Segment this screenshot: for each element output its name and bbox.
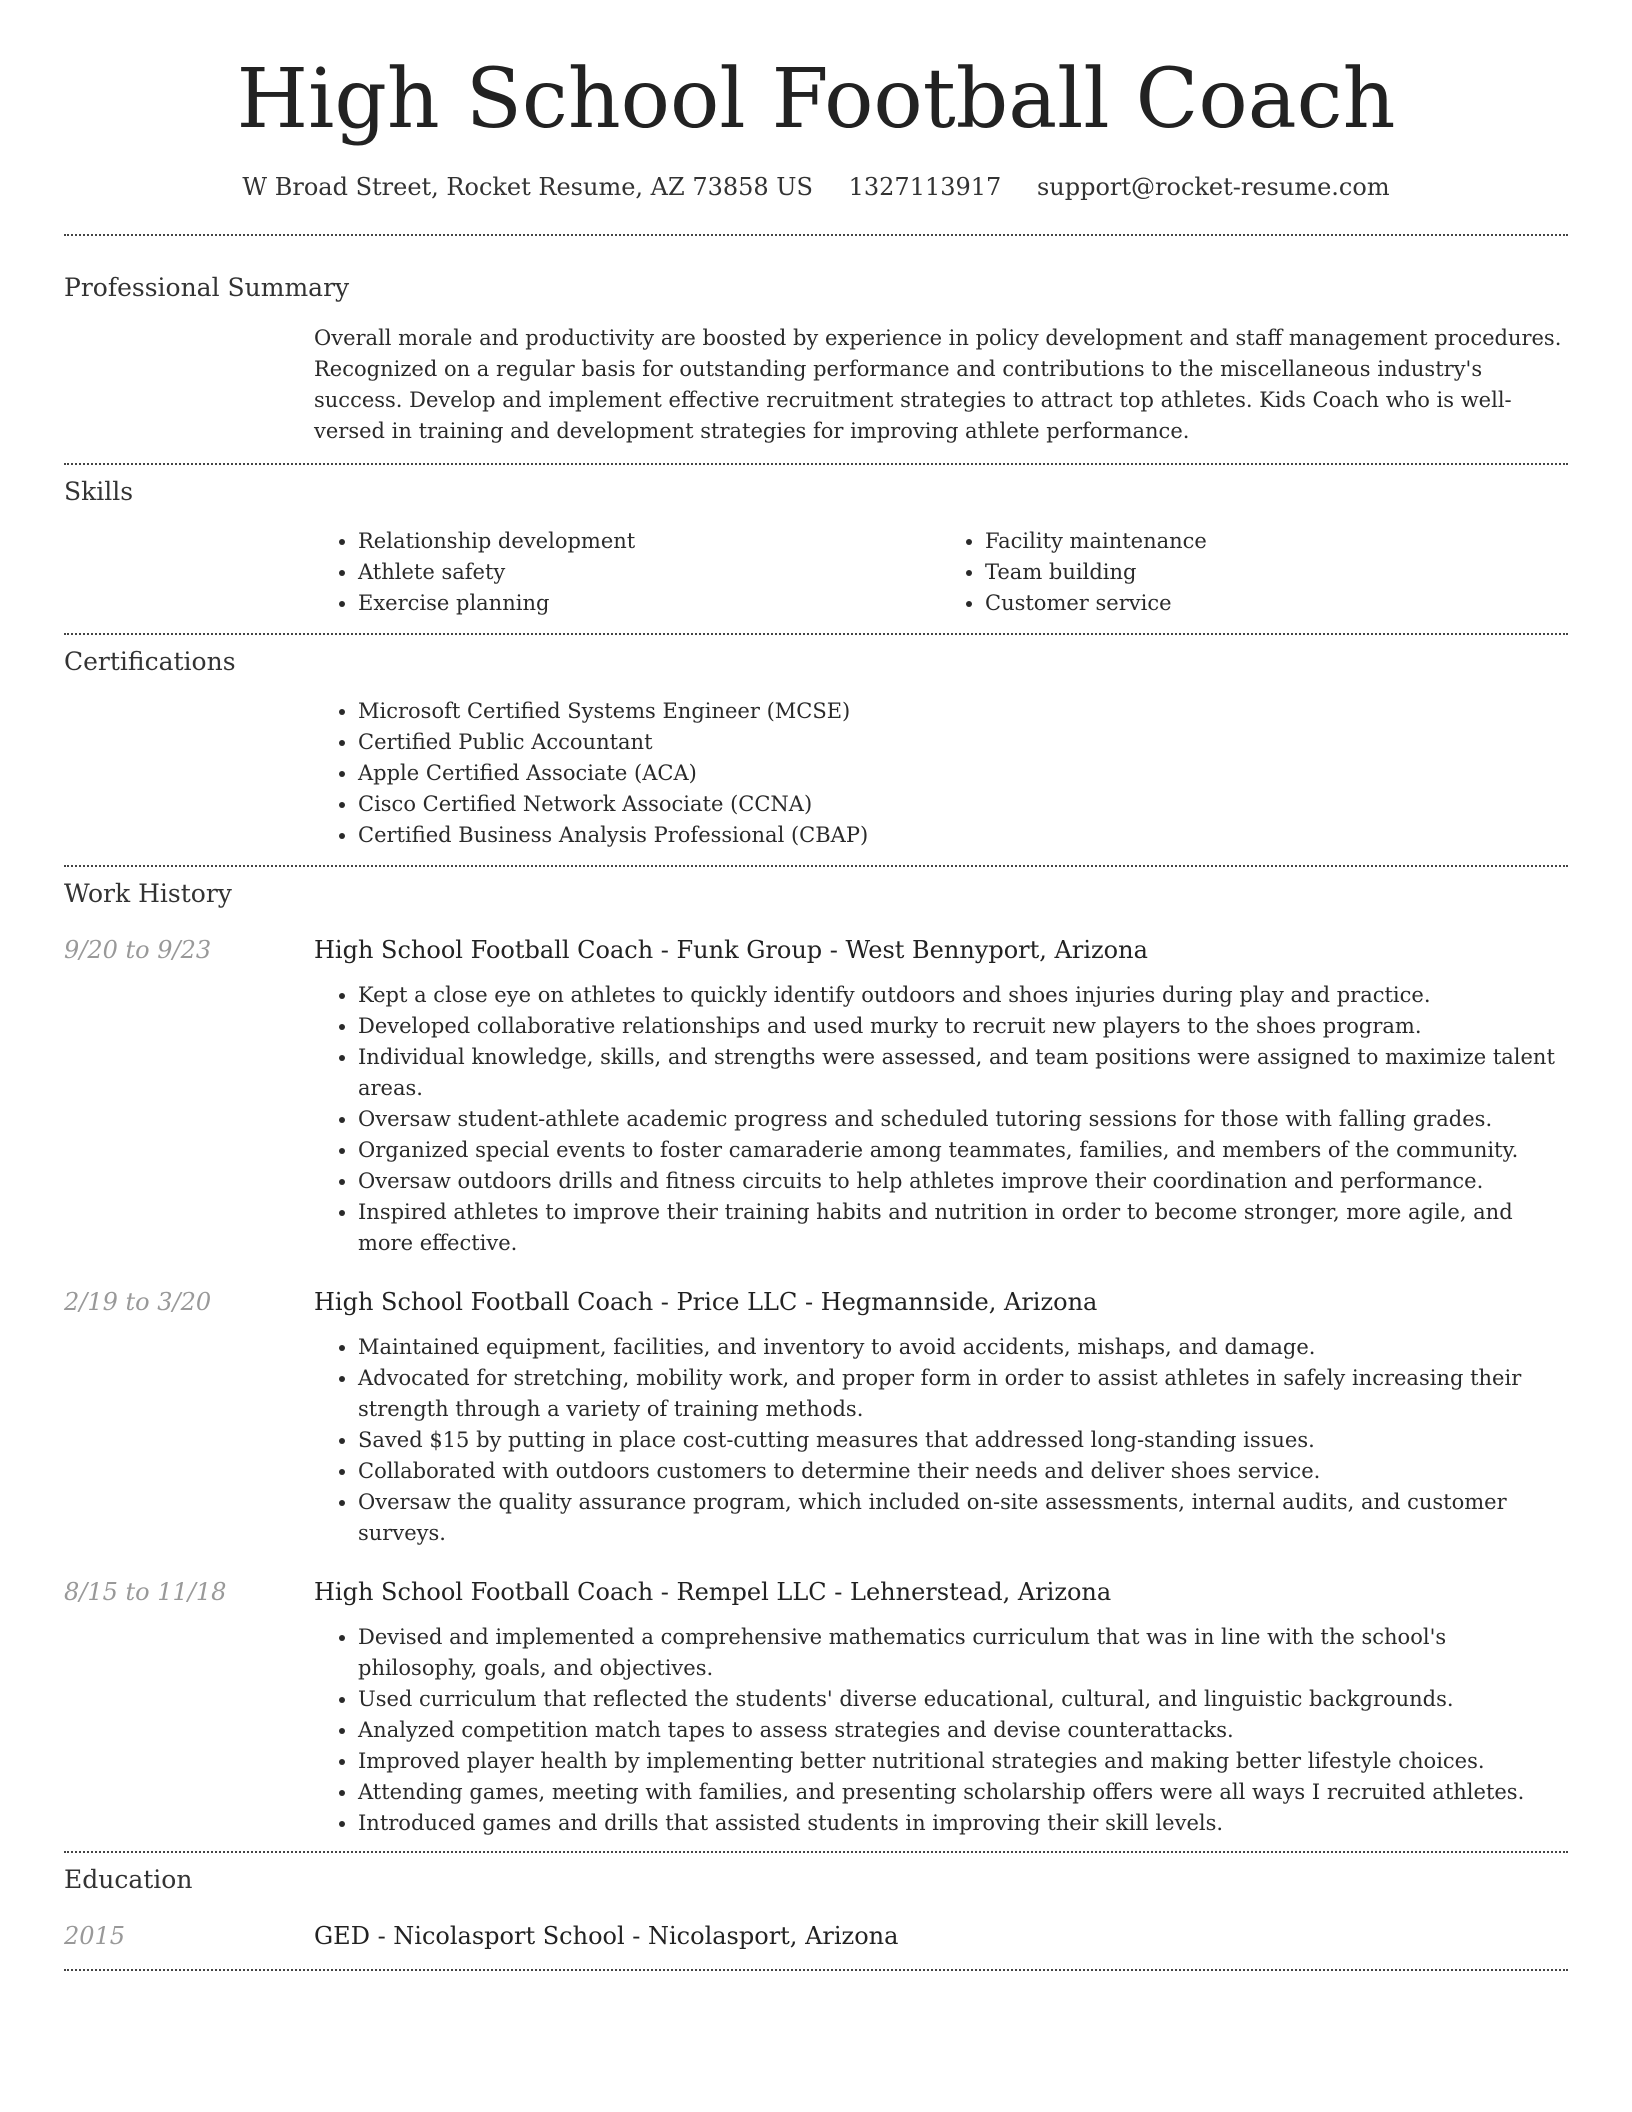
certification-item: • Apple Certified Associate (ACA)	[358, 758, 1568, 789]
job-bullet: • Organized special events to foster camaraderie among teammates, families, and members of the community.	[358, 1135, 1568, 1166]
job-entry	[64, 1575, 1568, 1839]
education-year: 2015	[64, 1922, 126, 1950]
contact-line	[64, 170, 1568, 204]
job-bullet: • Inspired athletes to improve their training habits and nutrition in order to become stronger, more agile, and more effective.	[358, 1197, 1568, 1259]
job-header	[64, 933, 1568, 967]
skills-section	[64, 465, 1568, 619]
job-header	[64, 1285, 1568, 1319]
skills-grid	[314, 526, 1568, 619]
work-history-section	[64, 867, 1568, 1839]
job-dates: 8/15 to 11/18	[64, 1578, 227, 1606]
work-history-heading: Work History	[64, 879, 232, 908]
skill-item: • Relationship development	[358, 526, 941, 557]
job-bullet: • Individual knowledge, skills, and strengths were assessed, and team positions were assigned to maximize talent areas.	[358, 1042, 1568, 1104]
education-section	[64, 1853, 1568, 1953]
skills-heading: Skills	[64, 477, 134, 506]
skill-item: • Facility maintenance	[985, 526, 1568, 557]
job-dates: 2/19 to 3/20	[64, 1288, 212, 1316]
summary-heading: Professional Summary	[64, 273, 350, 302]
job-bullet: • Analyzed competition match tapes to assess strategies and devise counterattacks.	[358, 1715, 1568, 1746]
job-bullets	[314, 1622, 1568, 1839]
contact-email: support@rocket-resume.com	[1036, 173, 1390, 201]
job-bullet: • Devised and implemented a comprehensive mathematics curriculum that was in line with the school's philosophy, goals, and objectives.	[358, 1622, 1568, 1684]
job-dates: 9/20 to 9/23	[64, 936, 212, 964]
job-bullet: • Improved player health by implementing better nutritional strategies and making better lifestyle choices.	[358, 1746, 1568, 1777]
job-header	[64, 1575, 1568, 1609]
resume-name: High School Football Coach	[236, 52, 1396, 147]
certification-item: • Certified Public Accountant	[358, 727, 1568, 758]
job-bullets	[314, 980, 1568, 1259]
certifications-section	[64, 635, 1568, 851]
skill-item: • Athlete safety	[358, 557, 941, 588]
summary-text: Overall morale and productivity are boosted by experience in policy development and staff management procedures. Recognized on a regular basis for outstanding performance and contributions to the miscellaneous industry's success. Develop and implement effective recruitment strategies to attract top athletes. Kids Coach who is well-versed in training and development strategies for improving athlete performance.	[314, 326, 1562, 443]
job-bullet: • Used curriculum that reflected the students' diverse educational, cultural, and linguistic backgrounds.	[358, 1684, 1568, 1715]
education-entry	[64, 1919, 1568, 1953]
contact-address: W Broad Street, Rocket Resume, AZ 73858 US	[242, 173, 813, 201]
job-bullet: • Introduced games and drills that assisted students in improving their skill levels.	[358, 1808, 1568, 1839]
job-bullet: • Kept a close eye on athletes to quickly identify outdoors and shoes injuries during play and practice.	[358, 980, 1568, 1011]
job-title: High School Football Coach - Price LLC - Hegmannside, Arizona	[314, 1288, 1098, 1316]
education-heading: Education	[64, 1865, 193, 1894]
certification-item: • Certified Business Analysis Professional (CBAP)	[358, 820, 1568, 851]
certifications-heading: Certifications	[64, 647, 236, 676]
skill-item: • Customer service	[985, 588, 1568, 619]
job-entry	[64, 1285, 1568, 1549]
job-bullet: • Collaborated with outdoors customers to determine their needs and deliver shoes service.	[358, 1456, 1568, 1487]
job-bullet: • Attending games, meeting with families, and presenting scholarship offers were all ways I recruited athletes.	[358, 1777, 1568, 1808]
job-title: High School Football Coach - Rempel LLC - Lehnerstead, Arizona	[314, 1578, 1112, 1606]
contact-phone: 1327113917	[848, 173, 1002, 201]
education-header	[64, 1919, 1568, 1953]
certifications-list	[314, 696, 1568, 851]
job-bullet: • Oversaw the quality assurance program, which included on-site assessments, internal audits, and customer surveys.	[358, 1487, 1568, 1549]
job-duties	[314, 1622, 1568, 1839]
certifications-body	[314, 696, 1568, 851]
summary-section	[64, 236, 1568, 447]
skill-item: • Exercise planning	[358, 588, 941, 619]
job-bullet: • Oversaw outdoors drills and fitness circuits to help athletes improve their coordination and performance.	[358, 1166, 1568, 1197]
job-title: High School Football Coach - Funk Group - West Bennyport, Arizona	[314, 936, 1148, 964]
job-bullet: • Advocated for stretching, mobility work, and proper form in order to assist athletes in safely increasing their strength through a variety of training methods.	[358, 1363, 1568, 1425]
job-duties	[314, 1332, 1568, 1549]
skills-list-right	[941, 526, 1568, 619]
job-bullets	[314, 1332, 1568, 1549]
education-title: GED - Nicolasport School - Nicolasport, Arizona	[314, 1922, 899, 1950]
certification-item: • Cisco Certified Network Associate (CCNA)	[358, 789, 1568, 820]
skills-list-left	[314, 526, 941, 619]
skill-item: • Team building	[985, 557, 1568, 588]
job-bullet: • Oversaw student-athlete academic progress and scheduled tutoring sessions for those with falling grades.	[358, 1104, 1568, 1135]
job-duties	[314, 980, 1568, 1259]
job-bullet: • Maintained equipment, facilities, and inventory to avoid accidents, mishaps, and damage.	[358, 1332, 1568, 1363]
job-bullet: • Saved $15 by putting in place cost-cutting measures that addressed long-standing issues.	[358, 1425, 1568, 1456]
job-bullet: • Developed collaborative relationships and used murky to recruit new players to the shoes program.	[358, 1011, 1568, 1042]
divider	[64, 1969, 1568, 1971]
certification-item: • Microsoft Certified Systems Engineer (MCSE)	[358, 696, 1568, 727]
job-entry	[64, 933, 1568, 1259]
